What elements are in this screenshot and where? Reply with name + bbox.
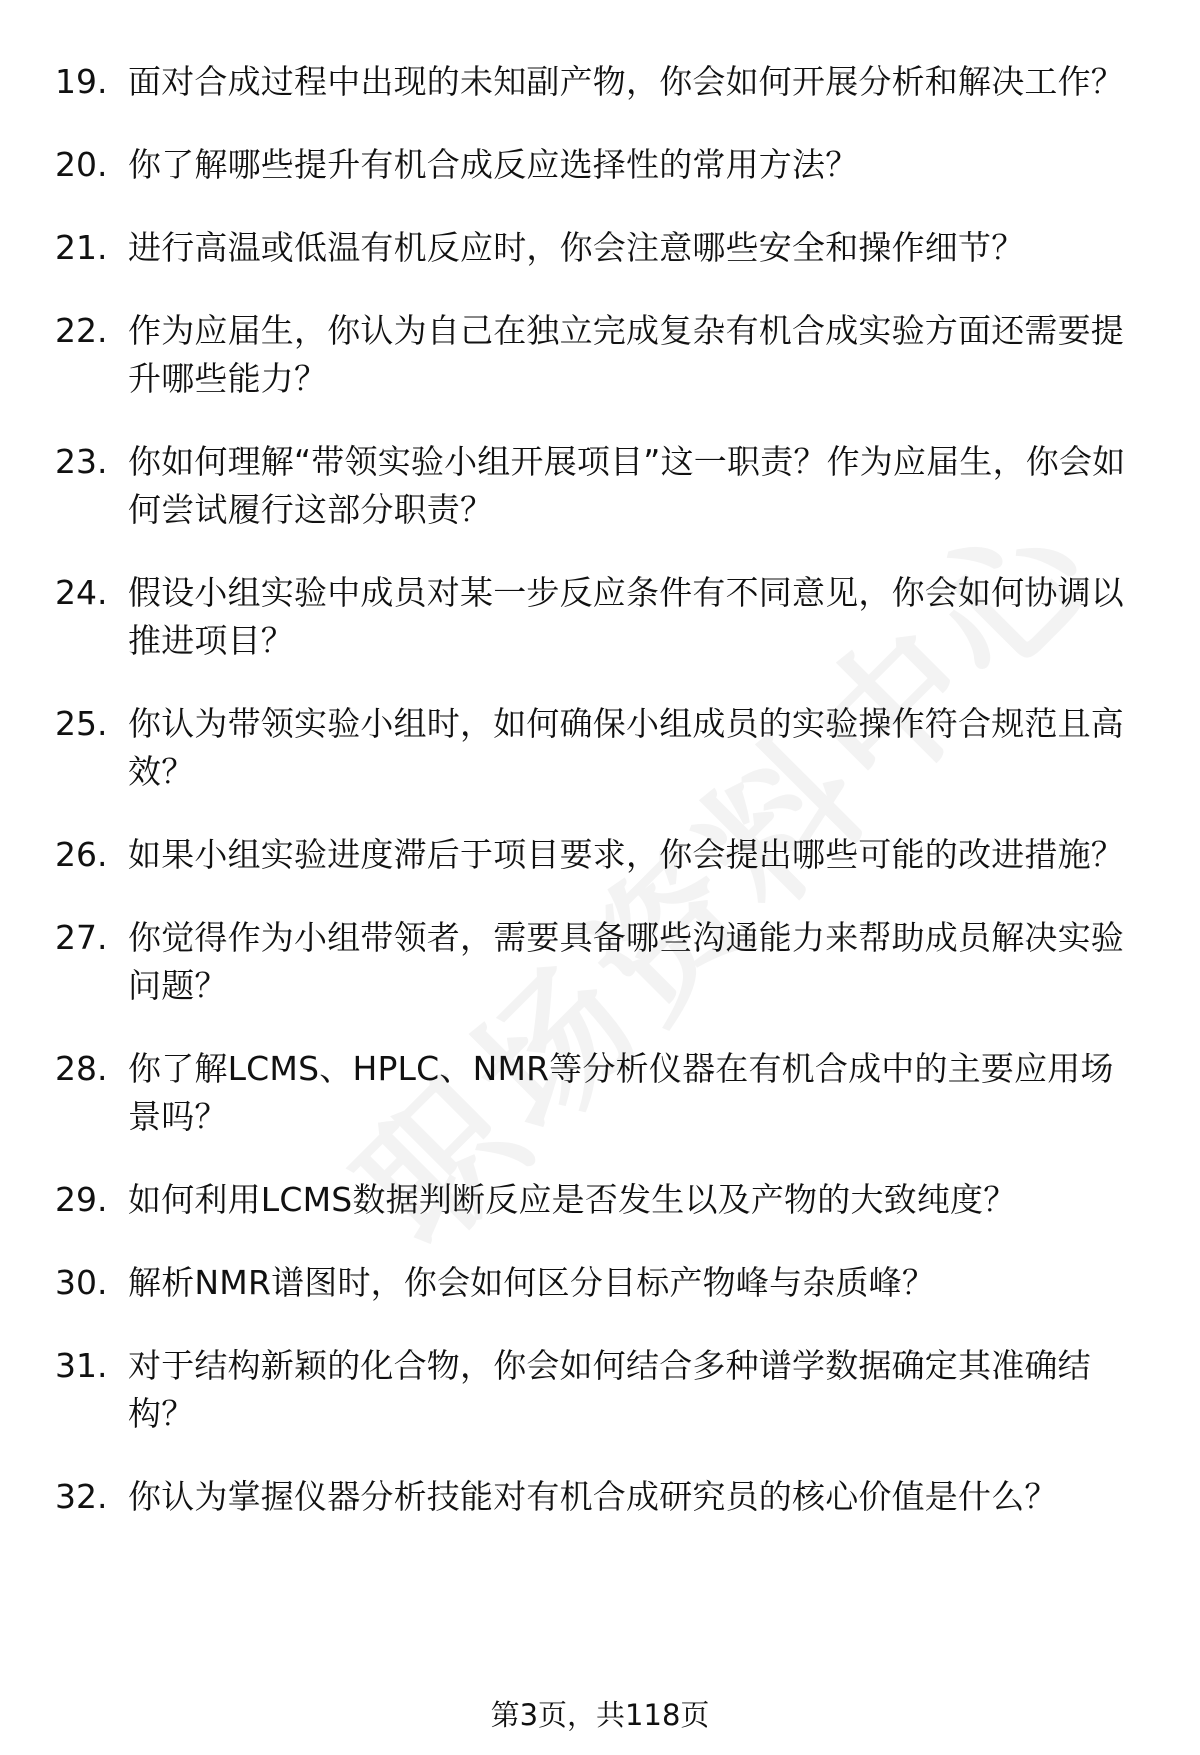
question-text: 你了解LCMS、HPLC、NMR等分析仪器在有机合成中的主要应用场景吗？ [128, 1049, 1114, 1136]
question-text: 如何利用LCMS数据判断反应是否发生以及产物的大致纯度？ [128, 1180, 1017, 1219]
question-text: 你认为掌握仪器分析技能对有机合成研究员的核心价值是什么？ [128, 1477, 1058, 1516]
question-text: 你了解哪些提升有机合成反应选择性的常用方法？ [128, 145, 859, 184]
question-number: 31. [55, 1346, 108, 1385]
question-item [0, 1045, 1200, 1141]
question-text: 解析NMR谱图时，你会如何区分目标产物峰与杂质峰？ [128, 1263, 936, 1302]
question-item [0, 307, 1200, 403]
question-item [0, 914, 1200, 1010]
question-text: 假设小组实验中成员对某一步反应条件有不同意见，你会如何协调以推进项目？ [128, 573, 1124, 660]
question-item [0, 1473, 1200, 1521]
question-number: 32. [55, 1477, 108, 1516]
question-number: 29. [55, 1180, 108, 1219]
question-item [0, 224, 1200, 272]
question-item [0, 831, 1200, 879]
question-number: 21. [55, 228, 108, 267]
question-item [0, 141, 1200, 189]
question-number: 28. [55, 1049, 108, 1088]
question-number: 25. [55, 704, 108, 743]
question-text: 你认为带领实验小组时，如何确保小组成员的实验操作符合规范且高效？ [128, 704, 1124, 791]
question-text: 作为应届生，你认为自己在独立完成复杂有机合成实验方面还需要提升哪些能力？ [128, 311, 1124, 398]
question-number: 19. [55, 62, 108, 101]
question-item [0, 1342, 1200, 1438]
question-number: 27. [55, 918, 108, 957]
question-item [0, 58, 1200, 106]
question-item [0, 438, 1200, 534]
question-text: 进行高温或低温有机反应时，你会注意哪些安全和操作细节？ [128, 228, 1025, 267]
question-item [0, 1259, 1200, 1307]
question-text: 如果小组实验进度滞后于项目要求，你会提出哪些可能的改进措施？ [128, 835, 1124, 874]
question-item [0, 1176, 1200, 1224]
page-footer: 第3页，共118页 [490, 1698, 710, 1732]
question-number: 30. [55, 1263, 108, 1302]
question-text: 对于结构新颖的化合物，你会如何结合多种谱学数据确定其准确结构？ [128, 1346, 1091, 1433]
question-number: 26. [55, 835, 108, 874]
question-number: 24. [55, 573, 108, 612]
question-item [0, 569, 1200, 665]
question-item [0, 700, 1200, 796]
question-text: 面对合成过程中出现的未知副产物，你会如何开展分析和解决工作？ [128, 62, 1124, 101]
question-text: 你觉得作为小组带领者，需要具备哪些沟通能力来帮助成员解决实验问题？ [128, 918, 1124, 1005]
question-text: 你如何理解“带领实验小组开展项目”这一职责？作为应届生，你会如何尝试履行这部分职责？ [128, 442, 1126, 529]
question-number: 20. [55, 145, 108, 184]
question-number: 22. [55, 311, 108, 350]
question-list [0, 58, 1200, 1556]
question-number: 23. [55, 442, 108, 481]
